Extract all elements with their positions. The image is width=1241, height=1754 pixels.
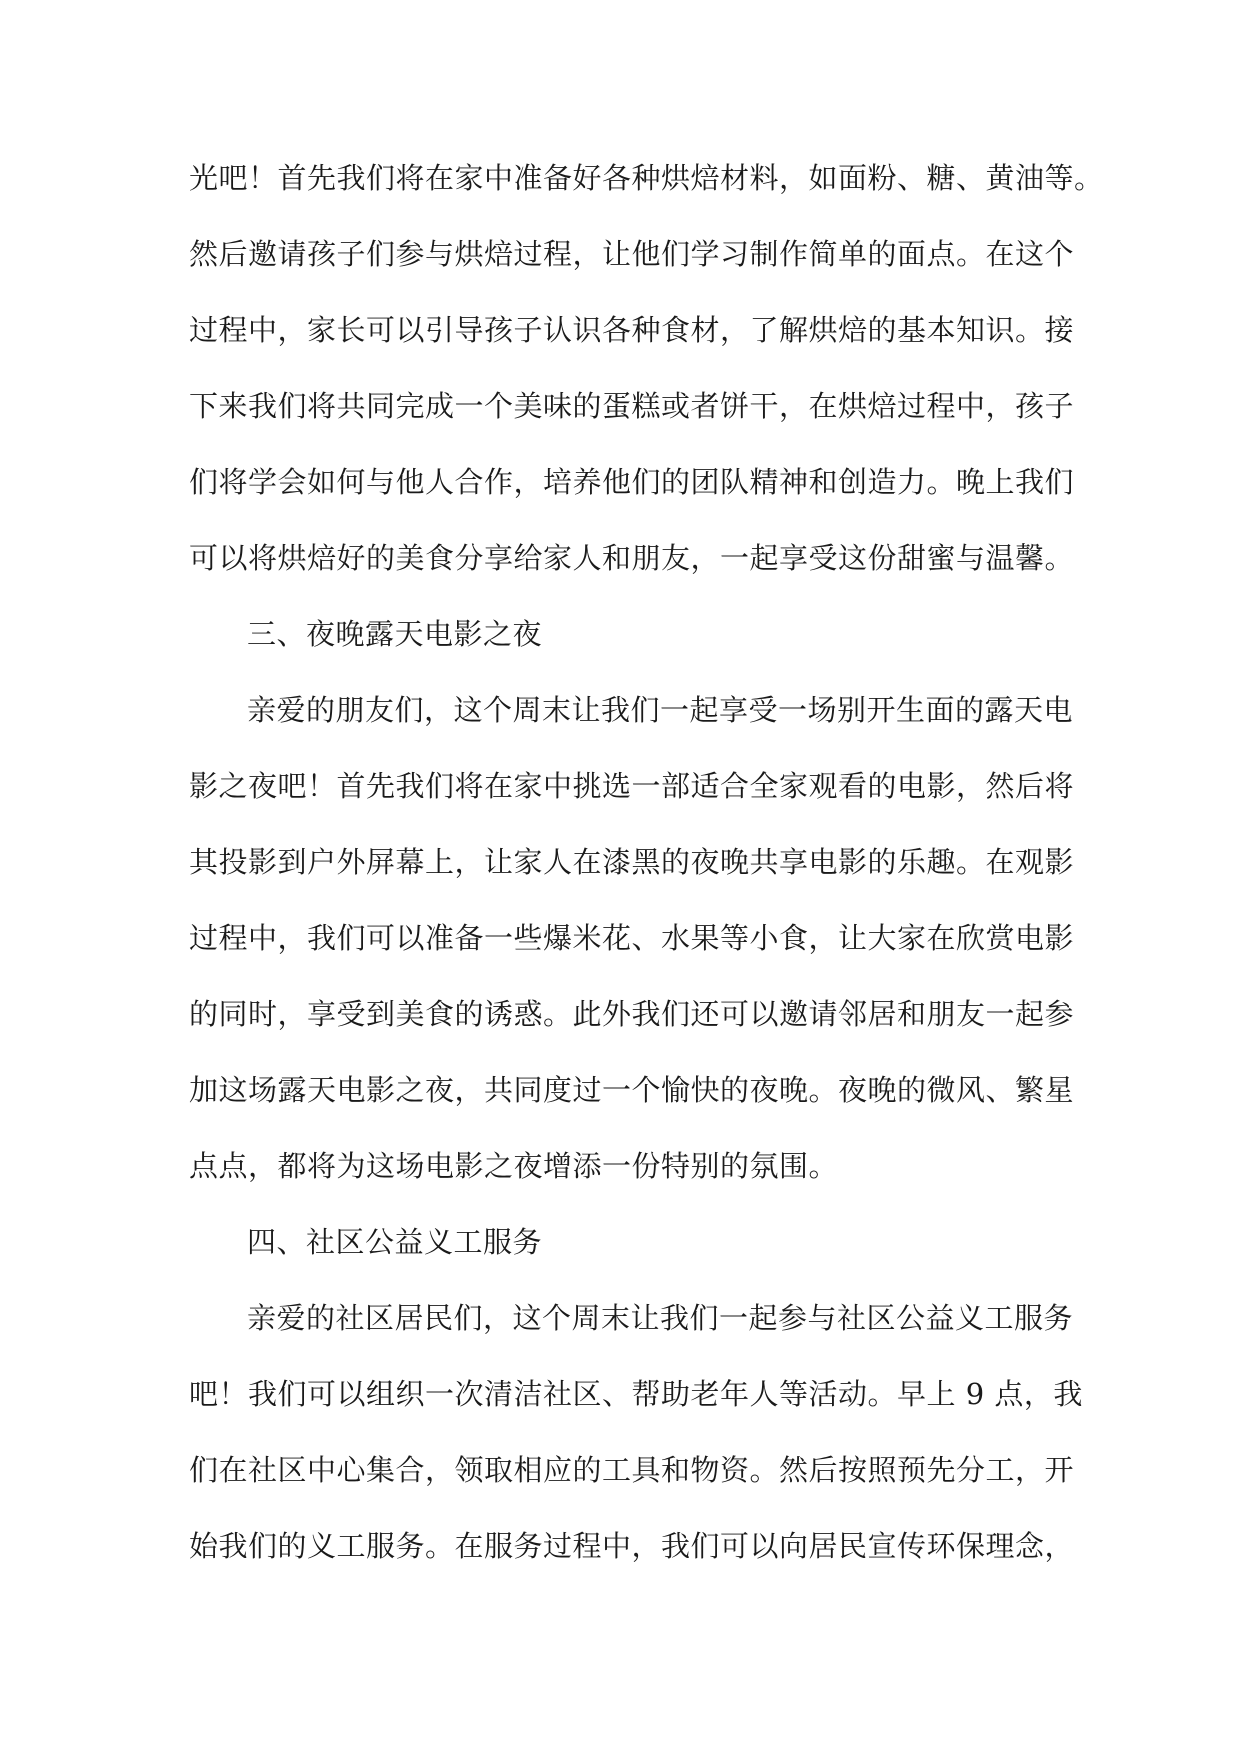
body-line: 光吧！首先我们将在家中准备好各种烘焙材料，如面粉、糖、黄油等。: [189, 161, 1104, 195]
body-line: 的同时，享受到美食的诱惑。此外我们还可以邀请邻居和朋友一起参: [189, 997, 1075, 1031]
body-line: 们将学会如何与他人合作，培养他们的团队精神和创造力。晚上我们: [189, 465, 1075, 499]
body-line: 过程中，家长可以引导孩子认识各种食材，了解烘焙的基本知识。接: [189, 313, 1075, 347]
body-line: 亲爱的社区居民们，这个周末让我们一起参与社区公益义工服务: [247, 1301, 1074, 1335]
body-line: 可以将烘焙好的美食分享给家人和朋友，一起享受这份甜蜜与温馨。: [189, 541, 1075, 575]
section-heading-four: 四、社区公益义工服务: [247, 1225, 543, 1259]
body-line: 点点，都将为这场电影之夜增添一份特别的氛围。: [189, 1149, 839, 1183]
body-line: 亲爱的朋友们，这个周末让我们一起享受一场别开生面的露天电: [247, 693, 1074, 727]
document-body: [189, 140, 1104, 1584]
body-line: 始我们的义工服务。在服务过程中，我们可以向居民宣传环保理念，: [189, 1529, 1075, 1563]
body-line: 加这场露天电影之夜，共同度过一个愉快的夜晚。夜晚的微风、繁星: [189, 1073, 1075, 1107]
body-line: 吧！我们可以组织一次清洁社区、帮助老年人等活动。早上 9 点，我: [189, 1377, 1083, 1411]
body-line: 们在社区中心集合，领取相应的工具和物资。然后按照预先分工，开: [189, 1453, 1075, 1487]
body-line: 影之夜吧！首先我们将在家中挑选一部适合全家观看的电影，然后将: [189, 769, 1075, 803]
body-line: 下来我们将共同完成一个美味的蛋糕或者饼干，在烘焙过程中，孩子: [189, 389, 1075, 423]
body-line: 其投影到户外屏幕上，让家人在漆黑的夜晚共享电影的乐趣。在观影: [189, 845, 1075, 879]
section-heading-three: 三、夜晚露天电影之夜: [247, 617, 543, 651]
body-line: 过程中，我们可以准备一些爆米花、水果等小食，让大家在欣赏电影: [189, 921, 1075, 955]
body-line: 然后邀请孩子们参与烘焙过程，让他们学习制作简单的面点。在这个: [189, 237, 1075, 271]
